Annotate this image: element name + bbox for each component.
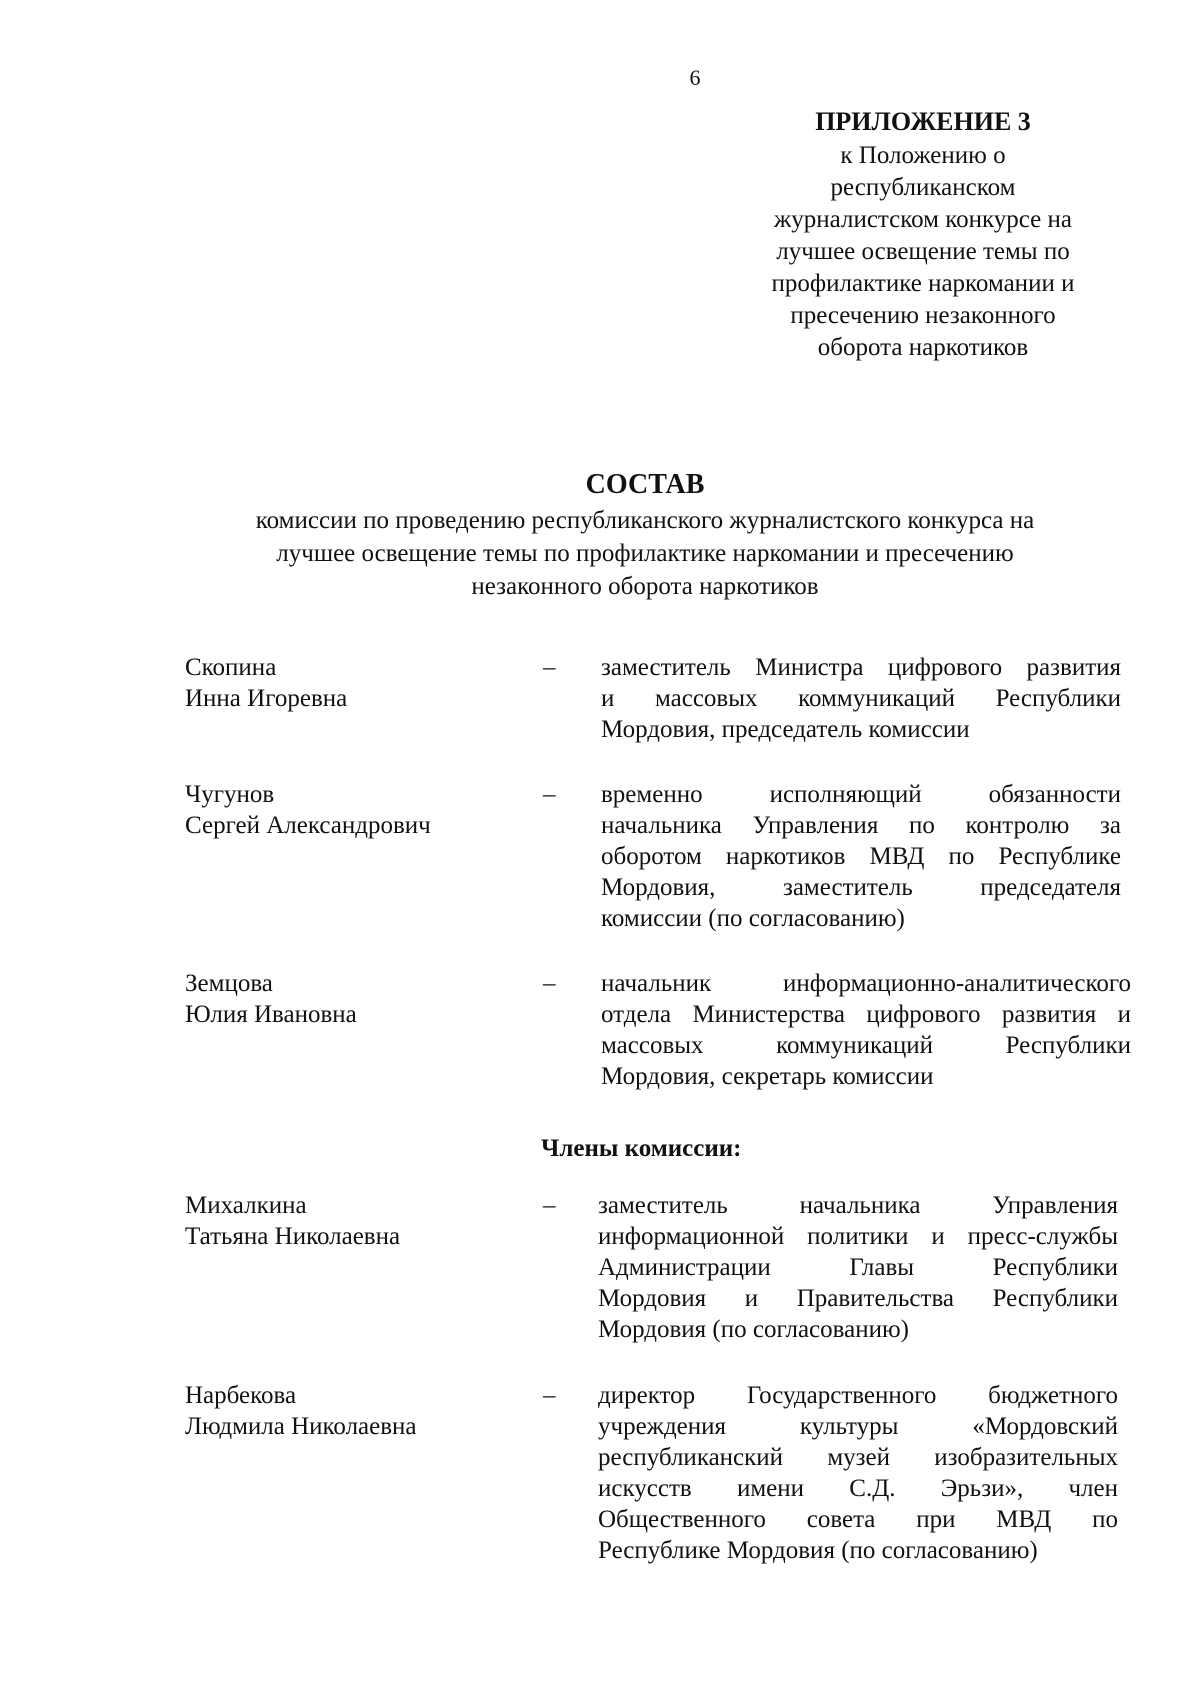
member-given-name: Юлия Ивановна (185, 1001, 357, 1028)
member-role (601, 652, 1121, 745)
page-number: 6 (689, 65, 701, 90)
member-role (598, 1380, 1118, 1566)
appendix-line: пресечению незаконного (790, 302, 1056, 329)
member-given-name: Людмила Николаевна (185, 1413, 417, 1440)
role-line: заместитель начальника Управления (598, 1192, 1118, 1219)
role-line: учреждения культуры «Мордовский (598, 1413, 1118, 1440)
role-line: республиканский музей изобразительных (598, 1444, 1118, 1471)
heading-line: лучшее освещение темы по профилактике наркомании и пресечению (276, 540, 1014, 567)
member-name (185, 1380, 505, 1442)
role-line: Общественного совета при МВД по (598, 1506, 1118, 1533)
role-line: начальника Управления по контролю за (601, 812, 1121, 839)
member-name (185, 779, 505, 841)
document-heading (200, 468, 1090, 603)
role-line: Мордовия, заместитель председателя (601, 874, 1121, 901)
role-line: отдела Министерства цифрового развития и (601, 1001, 1131, 1028)
member-surname: Земцова (185, 970, 273, 997)
dash-separator: – (543, 970, 556, 997)
role-line: массовых коммуникаций Республики (601, 1032, 1131, 1059)
role-line: начальник информационно-аналитического (601, 970, 1131, 997)
role-line: комиссии (по согласованию) (601, 905, 905, 932)
role-line: Администрации Главы Республики (598, 1254, 1118, 1281)
role-line: временно исполняющий обязанности (601, 781, 1121, 808)
member-role (601, 968, 1131, 1092)
member-given-name: Татьяна Николаевна (185, 1223, 401, 1250)
heading-line: комиссии по проведению республиканского журналистского конкурса на (255, 507, 1035, 534)
dash-separator: – (543, 781, 556, 808)
dash-separator: – (543, 654, 556, 681)
role-line: оборотом наркотиков МВД по Республике (601, 843, 1121, 870)
role-line: и массовых коммуникаций Республики (601, 685, 1121, 712)
member-surname: Нарбекова (185, 1382, 297, 1409)
member-role (601, 779, 1121, 934)
appendix-line: лучшее освещение темы по (776, 238, 1070, 265)
role-line: Мордовия (по согласованию) (598, 1316, 909, 1343)
member-given-name: Сергей Александрович (185, 812, 431, 839)
role-line: Республике Мордовия (по согласованию) (598, 1537, 1038, 1564)
role-line: Мордовия, секретарь комиссии (601, 1063, 934, 1090)
role-line: Мордовия и Правительства Республики (598, 1285, 1118, 1312)
appendix-line: профилактике наркомании и (771, 270, 1075, 297)
member-surname: Чугунов (185, 781, 275, 808)
member-surname: Михалкина (185, 1192, 307, 1219)
appendix-line: республиканском (830, 174, 1016, 201)
appendix-line: к Положению о (840, 142, 1006, 169)
role-line: Мордовия, председатель комиссии (601, 716, 970, 743)
appendix-title: ПРИЛОЖЕНИЕ 3 (815, 107, 1031, 136)
member-surname: Скопина (185, 654, 277, 681)
document-title: СОСТАВ (585, 469, 705, 500)
member-name (185, 652, 505, 714)
appendix-line: журналистском конкурсе на (774, 206, 1072, 233)
appendix-block (738, 106, 1108, 364)
dash-separator: – (543, 1382, 556, 1409)
member-role (598, 1190, 1118, 1345)
members-section-title: Члены комиссии: (541, 1135, 742, 1162)
role-line: искусств имени С.Д. Эрьзи», член (598, 1475, 1118, 1502)
role-line: заместитель Министра цифрового развития (601, 654, 1121, 681)
appendix-line: оборота наркотиков (817, 334, 1029, 361)
member-name (185, 1190, 505, 1252)
dash-separator: – (543, 1192, 556, 1219)
heading-line: незаконного оборота наркотиков (471, 573, 819, 600)
role-line: информационной политики и пресс-службы (598, 1223, 1118, 1250)
member-given-name: Инна Игоревна (185, 685, 348, 712)
member-name (185, 968, 505, 1030)
role-line: директор Государственного бюджетного (598, 1382, 1118, 1409)
